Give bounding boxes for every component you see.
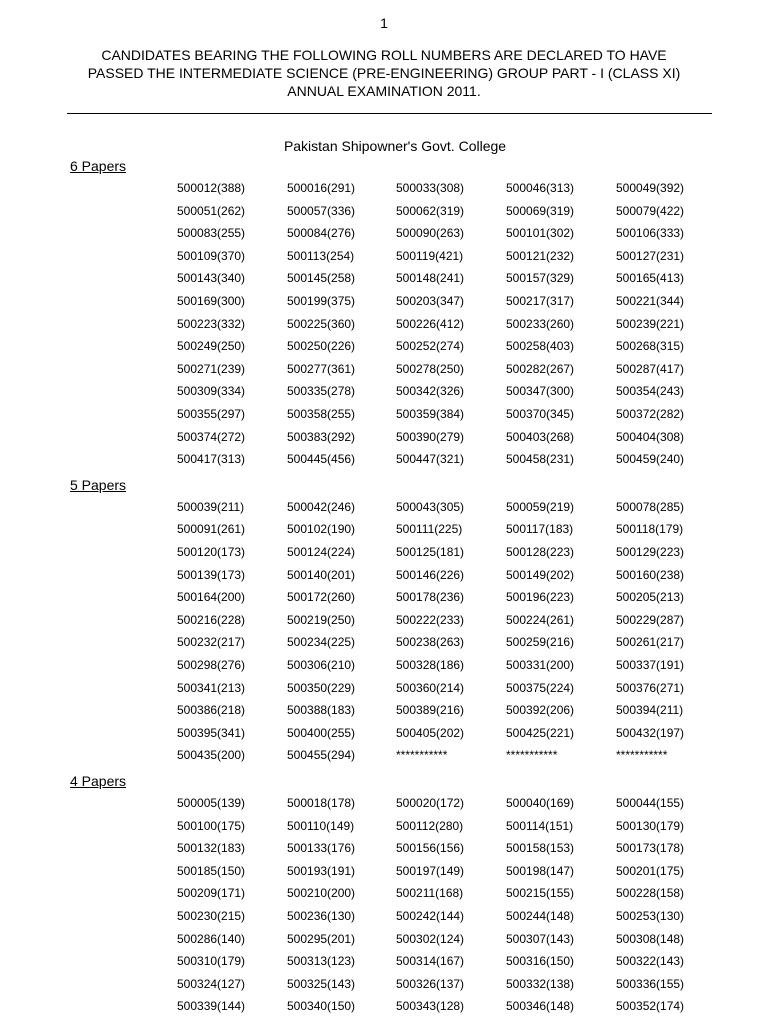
table-row xyxy=(0,181,768,203)
roll-number-entry: 500350(229) xyxy=(287,680,356,695)
roll-number-entry: 500040(169) xyxy=(506,796,575,810)
roll-number-entry: 500069(319) xyxy=(506,203,575,218)
roll-number-entry: 500062(319) xyxy=(396,203,465,218)
roll-number-entry: 500302(124) xyxy=(396,931,465,946)
roll-number-entry: 500118(179) xyxy=(616,522,684,537)
roll-number-entry: 500336(155) xyxy=(616,976,685,991)
roll-number-entry: 500389(216) xyxy=(396,703,465,718)
roll-number-entry: 500209(171) xyxy=(177,886,246,901)
roll-number-entry: 500447(321) xyxy=(396,452,465,467)
roll-number-entry: 500232(217) xyxy=(177,635,246,650)
roll-number-entry: 500316(150) xyxy=(506,954,575,969)
table-row xyxy=(0,703,768,725)
roll-number-entry: 500238(263) xyxy=(396,635,465,650)
roll-number-entry: 500325(143) xyxy=(287,976,356,991)
roll-number-entry: 500130(179) xyxy=(616,818,685,833)
roll-number-entry: 500244(148) xyxy=(506,909,575,923)
roll-number-entry: 500216(228) xyxy=(177,612,246,627)
roll-number-entry: 500435(200) xyxy=(177,748,246,763)
table-row xyxy=(0,635,768,657)
roll-number-entry: 500268(315) xyxy=(616,339,685,354)
roll-number-entry: 500375(224) xyxy=(506,680,575,695)
roll-number-entry: 500160(238) xyxy=(616,567,685,582)
roll-number-entry: 500224(261) xyxy=(506,612,575,627)
roll-number-entry: 500140(201) xyxy=(287,567,356,582)
roll-number-entry: 500020(172) xyxy=(396,796,465,810)
table-row xyxy=(0,500,768,522)
roll-number-entry: 500059(219) xyxy=(506,499,575,514)
roll-number-entry: 500112(280) xyxy=(396,818,464,833)
roll-number-entry: 500201(175) xyxy=(616,863,685,878)
roll-number-entry: 500332(138) xyxy=(506,976,575,991)
table-row xyxy=(0,681,768,703)
table-row xyxy=(0,748,768,770)
roll-number-entry: *********** xyxy=(616,748,668,763)
roll-number-entry: 500390(279) xyxy=(396,429,465,444)
roll-number-entry: 500386(218) xyxy=(177,703,246,718)
table-row xyxy=(0,339,768,361)
roll-number-entry: 500298(276) xyxy=(177,658,246,672)
roll-number-entry: 500343(128) xyxy=(396,999,465,1014)
roll-number-entry: 500121(232) xyxy=(506,248,575,263)
roll-number-entry: 500360(214) xyxy=(396,680,465,695)
roll-number-entry: 500127(231) xyxy=(616,248,685,263)
table-row xyxy=(0,954,768,976)
roll-number-entry: 500091(261) xyxy=(177,522,246,537)
roll-number-entry: 500233(260) xyxy=(506,316,575,331)
roll-number-entry: 500383(292) xyxy=(287,429,356,444)
roll-number-entry: 500012(388) xyxy=(177,181,246,195)
roll-number-entry: 500158(153) xyxy=(506,841,575,856)
roll-number-entry: 500120(173) xyxy=(177,545,246,559)
roll-number-entry: 500326(137) xyxy=(396,976,465,991)
roll-number-entry: 500185(150) xyxy=(177,863,246,878)
roll-number-entry: 500219(250) xyxy=(287,612,356,627)
roll-number-entry: 500306(210) xyxy=(287,658,356,672)
roll-number-entry: 500432(197) xyxy=(616,725,685,740)
roll-number-entry: 500234(225) xyxy=(287,635,356,650)
roll-number-entry: 500173(178) xyxy=(616,841,685,856)
roll-number-entry: 500395(341) xyxy=(177,725,246,740)
roll-number-entry: 500039(211) xyxy=(177,499,245,514)
table-row xyxy=(0,430,768,452)
roll-number-entry: 500394(211) xyxy=(616,703,684,718)
roll-number-entry: 500458(231) xyxy=(506,452,575,467)
roll-number-entry: 500355(297) xyxy=(177,407,246,421)
roll-number-entry: 500358(255) xyxy=(287,407,356,421)
roll-number-entry: 500101(302) xyxy=(506,226,575,241)
table-row xyxy=(0,999,768,1021)
roll-number-entry: 500042(246) xyxy=(287,499,356,514)
roll-number-entry: 500372(282) xyxy=(616,407,685,421)
roll-number-entry: 500242(144) xyxy=(396,909,465,923)
roll-number-entry: 500341(213) xyxy=(177,680,246,695)
roll-number-entry: 500228(158) xyxy=(616,886,685,901)
roll-number-entry: 500376(271) xyxy=(616,680,685,695)
roll-number-entry: 500340(150) xyxy=(287,999,356,1014)
roll-number-entry: 500335(278) xyxy=(287,384,356,399)
table-row xyxy=(0,819,768,841)
roll-number-entry: 500403(268) xyxy=(506,429,575,444)
table-row xyxy=(0,271,768,293)
roll-number-entry: 500164(200) xyxy=(177,590,246,605)
roll-number-entry: 500005(139) xyxy=(177,796,246,810)
table-row xyxy=(0,886,768,908)
roll-number-entry: 500044(155) xyxy=(616,796,685,810)
roll-number-entry: 500252(274) xyxy=(396,339,465,354)
roll-number-entry: 500287(417) xyxy=(616,361,685,376)
roll-number-entry: 500445(456) xyxy=(287,452,356,467)
roll-number-entry: 500328(186) xyxy=(396,658,465,672)
roll-number-entry: 500278(250) xyxy=(396,361,465,376)
roll-number-entry: 500149(202) xyxy=(506,567,575,582)
roll-number-entry: 500057(336) xyxy=(287,203,356,218)
roll-number-entry: 500236(130) xyxy=(287,909,356,923)
roll-number-entry: 500307(143) xyxy=(506,931,575,946)
table-row xyxy=(0,204,768,226)
roll-number-entry: 500102(190) xyxy=(287,522,356,537)
roll-number-entry: 500258(403) xyxy=(506,339,575,354)
roll-number-entry: 500198(147) xyxy=(506,863,575,878)
roll-number-entry: *********** xyxy=(396,748,448,763)
table-row xyxy=(0,613,768,635)
roll-number-entry: 500230(215) xyxy=(177,909,246,923)
roll-number-entry: 500193(191) xyxy=(287,863,356,878)
roll-number-entry: 500078(285) xyxy=(616,499,685,514)
roll-number-entry: 500352(174) xyxy=(616,999,685,1014)
roll-number-entry: 500129(223) xyxy=(616,545,685,559)
roll-number-entry: 500100(175) xyxy=(177,818,246,833)
roll-number-entry: 500139(173) xyxy=(177,567,246,582)
roll-number-entry: 500222(233) xyxy=(396,612,465,627)
table-row xyxy=(0,658,768,680)
section-title: 6 Papers xyxy=(70,158,127,174)
table-row xyxy=(0,407,768,429)
roll-number-entry: 500223(332) xyxy=(177,316,246,331)
roll-number-entry: 500239(221) xyxy=(616,316,685,331)
roll-number-entry: 500079(422) xyxy=(616,203,685,218)
table-row xyxy=(0,317,768,339)
roll-number-entry: 500400(255) xyxy=(287,725,356,740)
roll-number-entry: 500117(183) xyxy=(506,522,574,537)
roll-number-entry: 500210(200) xyxy=(287,886,356,901)
roll-number-entry: 500033(308) xyxy=(396,181,465,195)
table-row xyxy=(0,909,768,931)
roll-number-entry: 500049(392) xyxy=(616,181,685,195)
roll-number-entry: 500156(156) xyxy=(396,841,465,856)
roll-number-entry: 500310(179) xyxy=(177,954,246,969)
section-title: 5 Papers xyxy=(70,476,127,493)
roll-number-entry: 500259(216) xyxy=(506,635,575,650)
roll-number-entry: 500455(294) xyxy=(287,748,356,763)
table-row xyxy=(0,977,768,999)
roll-number-entry: 500226(412) xyxy=(396,316,465,331)
roll-number-entry: 500295(201) xyxy=(287,931,356,946)
roll-number-entry: 500205(213) xyxy=(616,590,685,605)
roll-number-entry: 500425(221) xyxy=(506,725,575,740)
roll-number-entry: 500250(226) xyxy=(287,339,356,354)
table-row xyxy=(0,841,768,863)
roll-number-entry: 500157(329) xyxy=(506,271,575,286)
table-row xyxy=(0,545,768,567)
table-row xyxy=(0,522,768,544)
table-row xyxy=(0,590,768,612)
roll-number-entry: 500271(239) xyxy=(177,361,246,376)
table-row xyxy=(0,226,768,248)
roll-number-entry: 500043(305) xyxy=(396,499,465,514)
roll-number-entry: 500046(313) xyxy=(506,181,575,195)
roll-number-entry: *********** xyxy=(506,748,558,763)
roll-number-entry: 500388(183) xyxy=(287,703,356,718)
roll-number-entry: 500114(151) xyxy=(506,818,574,833)
roll-number-entry: 500211(168) xyxy=(396,886,464,901)
roll-number-entry: 500148(241) xyxy=(396,271,465,286)
table-row xyxy=(0,362,768,384)
roll-number-entry: 500172(260) xyxy=(287,590,356,605)
table-row xyxy=(0,726,768,748)
roll-number-entry: 500215(155) xyxy=(506,886,575,901)
roll-number-entry: 500347(300) xyxy=(506,384,575,399)
roll-number-entry: 500217(317) xyxy=(506,294,575,308)
roll-number-entry: 500196(223) xyxy=(506,590,575,605)
table-row xyxy=(0,568,768,590)
roll-number-entry: 500016(291) xyxy=(287,181,356,195)
roll-number-entry: 500146(226) xyxy=(396,567,465,582)
roll-number-entry: 500128(223) xyxy=(506,545,575,559)
heading-line-3: ANNUAL EXAMINATION 2011. xyxy=(287,83,481,99)
roll-number-entry: 500110(149) xyxy=(287,818,355,833)
announcement-heading xyxy=(60,46,708,100)
roll-number-entry: 500197(149) xyxy=(396,863,465,878)
roll-number-entry: 500331(200) xyxy=(506,658,575,672)
section-title: 4 Papers xyxy=(70,773,127,789)
roll-number-entry: 500354(243) xyxy=(616,384,685,399)
heading-line-1: CANDIDATES BEARING THE FOLLOWING ROLL NUMBERS ARE DECLARED TO HAVE xyxy=(101,47,667,63)
roll-number-entry: 500203(347) xyxy=(396,294,465,308)
roll-number-entry: 500261(217) xyxy=(616,635,685,650)
roll-number-entry: 500314(167) xyxy=(396,954,465,969)
roll-number-entry: 500133(176) xyxy=(287,841,356,856)
roll-number-entry: 500308(148) xyxy=(616,931,685,946)
table-row xyxy=(0,452,768,474)
roll-number-entry: 500051(262) xyxy=(177,203,246,218)
roll-number-entry: 500282(267) xyxy=(506,361,575,376)
roll-number-entry: 500370(345) xyxy=(506,407,575,421)
horizontal-divider xyxy=(67,113,712,114)
table-row xyxy=(0,864,768,886)
roll-number-entry: 500249(250) xyxy=(177,339,246,354)
roll-number-entry: 500286(140) xyxy=(177,931,246,946)
roll-number-entry: 500145(258) xyxy=(287,271,356,286)
roll-number-entry: 500359(384) xyxy=(396,407,465,421)
roll-number-entry: 500165(413) xyxy=(616,271,685,286)
roll-number-entry: 500132(183) xyxy=(177,841,246,856)
roll-number-entry: 500313(123) xyxy=(287,954,356,969)
table-row xyxy=(0,384,768,406)
college-name: Pakistan Shipowner's Govt. College xyxy=(283,138,507,154)
roll-number-entry: 500374(272) xyxy=(177,429,246,444)
roll-number-entry: 500109(370) xyxy=(177,248,246,263)
roll-number-entry: 500309(334) xyxy=(177,384,246,399)
roll-number-entry: 500324(127) xyxy=(177,976,246,991)
roll-number-entry: 500342(326) xyxy=(396,384,465,399)
roll-number-entry: 500417(313) xyxy=(177,452,246,467)
roll-number-entry: 500199(375) xyxy=(287,294,356,308)
roll-number-entry: 500459(240) xyxy=(616,452,685,467)
table-row xyxy=(0,249,768,271)
heading-line-2: PASSED THE INTERMEDIATE SCIENCE (PRE-ENGINEERING) GROUP PART - I (CLASS XI) xyxy=(87,65,681,81)
roll-number-entry: 500125(181) xyxy=(396,545,465,559)
roll-number-entry: 500119(421) xyxy=(396,248,464,263)
roll-number-entry: 500090(263) xyxy=(396,226,465,241)
roll-number-entry: 500143(340) xyxy=(177,271,246,286)
roll-number-entry: 500221(344) xyxy=(616,294,685,308)
roll-number-entry: 500225(360) xyxy=(287,316,356,331)
roll-number-entry: 500111(225) xyxy=(396,522,463,537)
roll-number-entry: 500106(333) xyxy=(616,226,685,241)
roll-number-entry: 500346(148) xyxy=(506,999,575,1014)
roll-number-entry: 500277(361) xyxy=(287,361,356,376)
table-row xyxy=(0,932,768,954)
roll-number-entry: 500178(236) xyxy=(396,590,465,605)
roll-number-entry: 500229(287) xyxy=(616,612,685,627)
roll-number-entry: 500113(254) xyxy=(287,248,355,263)
roll-number-entry: 500084(276) xyxy=(287,226,356,241)
page-number: 1 xyxy=(380,15,388,31)
roll-number-entry: 500322(143) xyxy=(616,954,685,969)
roll-number-entry: 500392(206) xyxy=(506,703,575,718)
roll-number-entry: 500083(255) xyxy=(177,226,246,241)
roll-number-entry: 500169(300) xyxy=(177,294,246,308)
roll-number-entry: 500018(178) xyxy=(287,796,356,810)
roll-number-entry: 500253(130) xyxy=(616,909,685,923)
roll-number-entry: 500124(224) xyxy=(287,545,356,559)
table-row xyxy=(0,796,768,818)
roll-number-entry: 500337(191) xyxy=(616,658,685,672)
roll-number-entry: 500339(144) xyxy=(177,999,246,1014)
roll-number-entry: 500404(308) xyxy=(616,429,685,444)
roll-number-entry: 500405(202) xyxy=(396,725,465,740)
table-row xyxy=(0,294,768,316)
